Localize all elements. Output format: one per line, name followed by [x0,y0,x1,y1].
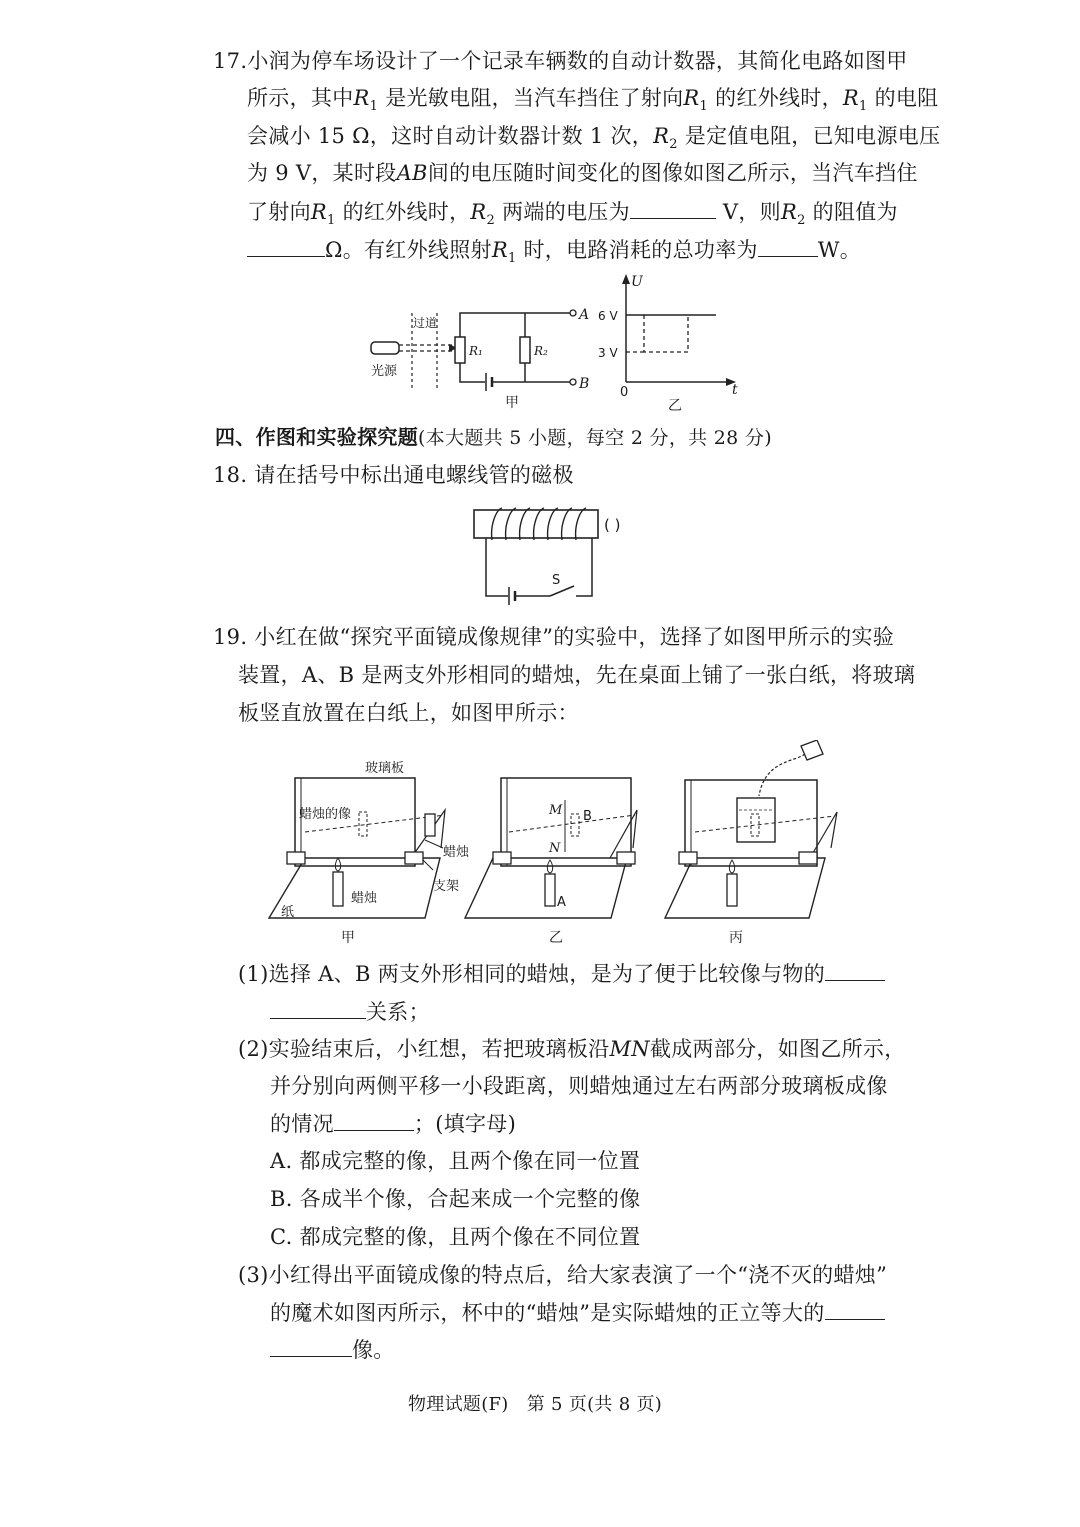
q19-line-1: 19. 小红在做“探究平面镜成像规律”的实验中，选择了如图甲所示的实验 [213,625,895,649]
q17-line-4: 为 9 V，某时段AB间的电压随时间变化的图像如图乙所示，当汽车挡住 [247,161,918,185]
flame-icon [335,858,340,871]
caption-jia: 甲 [505,395,519,411]
stand-left [287,852,305,864]
q17-line-5: 了射向$R_1$ 的红外线时，$R_2$ 两端的电压为 V，则$R_2$ 的阻值为 [247,196,898,236]
q19-part2-line2: 并分别向两侧平移一小段距离，则蜡烛通过左右两部分玻璃板成像 [270,1074,888,1098]
q17-number: 17. [213,49,248,73]
section-4-heading: 四、作图和实验探究题(本大题共 5 小题，每空 2 分，共 28 分) [215,425,772,449]
pointer-line [425,840,443,848]
label-a: A [557,895,566,910]
resistor-r1 [455,337,465,363]
label-b: B [583,809,592,824]
caption-bing: 丙 [729,930,743,946]
circuit-wire [460,313,570,337]
circuit-wire [460,363,485,382]
answer-blank-image-type-cont[interactable] [270,1334,352,1357]
origin-label: 0 [620,385,629,400]
q19-line-2: 装置，A、B 是两支外形相同的蜡烛，先在桌面上铺了一张白纸，将玻璃 [238,663,916,687]
light-source-shape [371,342,399,354]
stand-label: 支架 [433,879,460,894]
label-m: M [549,803,563,818]
q19-part1-line2: 关系； [270,996,430,1027]
q18-text: 18. 请在括号中标出通电螺线管的磁极 [213,463,574,487]
q17-line-3: 会减小 15 Ω，这时自动计数器计数 1 次，$R_2$ 是定值电阻，已知电源电压 [247,124,941,153]
label-b: B [579,376,590,392]
q19-part3-line2: 的魔术如图丙所示，杯中的“蜡烛”是实际蜡烛的正立等大的 [270,1297,885,1328]
q17-line-1: 17.小润为停车场设计了一个记录车辆数的自动计数器，其简化电路如图甲 [213,49,908,73]
terminal-b [570,379,576,385]
q19-part1-line1: (1)选择 A、B 两支外形相同的蜡烛，是为了便于比较像与物的 [238,958,885,989]
candle-a-label: 蜡烛 [351,891,378,906]
candle-b-shape [571,814,579,836]
option-b: B. 各成半个像，合起来成一个完整的像 [270,1187,641,1211]
stand-right [799,852,817,864]
tick-6v: 6 V [598,309,618,323]
answer-blank-r2-resistance[interactable] [247,234,325,257]
candle-shape [727,874,737,906]
symmetry-line [509,815,635,832]
figure-bing [665,740,837,946]
caption-jia: 甲 [341,930,355,946]
glass-label: 玻璃板 [365,761,405,776]
answer-blank-total-power[interactable] [758,234,818,257]
glass-plate [295,778,415,866]
answer-blank-choice[interactable] [334,1108,414,1131]
candle-b-shape [425,814,435,836]
voltage-dip [644,315,688,352]
circuit-wire [576,538,592,596]
candle-a-shape [333,872,343,906]
q17-line-2: 所示，其中$R_1$ 是光敏电阻，当汽车挡住了射向$R_1$ 的红外线时，$R_1$ 的电阻 [247,86,939,115]
option-c: C. 都成完整的像，且两个像在不同位置 [270,1225,641,1249]
q19-part3-line3: 像。 [270,1334,395,1365]
stand-right [617,852,635,864]
tick-3v: 3 V [598,346,618,360]
page-footer: 物理试题(F) 第 5 页(共 8 页) [408,1394,663,1415]
light-source-label: 光源 [371,364,398,379]
candle-b-label: 蜡烛 [443,845,470,860]
caption-yi: 乙 [668,398,682,412]
q17-line-6: Ω。有红外线照射$R_1$ 时，电路消耗的总功率为 W。 [247,234,861,274]
stand-right [405,852,423,864]
paper-sheet [665,858,825,918]
pointer-line [423,860,433,870]
q17-circuit-diagram [365,295,595,413]
stand-left [493,852,511,864]
paper-sheet-back [810,812,837,858]
caption-yi: 乙 [549,930,563,946]
option-a: A. 都成完整的像，且两个像在同一位置 [270,1149,641,1173]
q17-voltage-graph [598,270,748,412]
beaker [737,798,775,842]
paper-sheet-back [610,810,637,858]
pouring-water [759,754,805,796]
t-axis-label: t [732,382,738,398]
arrow-icon [622,274,630,284]
label-n: N [549,841,561,856]
figure-jia [269,760,470,946]
resistor-r2 [520,337,530,363]
switch-label: S [552,573,561,588]
paper-sheet [269,858,440,918]
q19-part2-line3: 的情况 ；(填字母) [270,1108,516,1139]
symmetry-line [695,816,835,832]
paper-label: 纸 [281,905,295,920]
solenoid-coil [492,508,586,540]
q19-figures [265,740,845,950]
answer-blank-image-type[interactable] [825,1297,885,1320]
terminal-a [570,310,576,316]
pouring-cup [801,740,823,760]
q19-part2-line1: (2)实验结束后，小红想，若把玻璃板沿MN截成两部分，如图乙所示， [238,1037,906,1061]
stand-left [679,852,697,864]
label-r1: R₁ [469,344,483,358]
label-a: A [579,307,590,323]
candle-a-shape [545,874,555,906]
candle-image-label: 蜡烛的像 [299,807,352,822]
label-r2: R₂ [534,344,548,358]
candle-image-shape [359,812,367,836]
magnetic-pole-paren[interactable]: ( ) [604,516,621,534]
u-axis-label: U [631,274,643,290]
figure-yi [465,778,637,946]
circuit-wire [486,538,508,596]
solenoid-diagram [470,500,640,610]
answer-blank-size-relation[interactable] [825,958,885,981]
passage-label: 过道 [413,316,438,330]
q19-line-3: 板竖直放置在白纸上，如图甲所示： [238,701,579,725]
glass-plate [501,778,631,866]
q19-part3-line1: (3)小红得出平面镜成像的特点后，给大家表演了一个“浇不灭的蜡烛” [238,1263,888,1287]
answer-blank-size-relation-cont[interactable] [270,996,366,1019]
answer-blank-r2-voltage[interactable] [630,196,716,219]
